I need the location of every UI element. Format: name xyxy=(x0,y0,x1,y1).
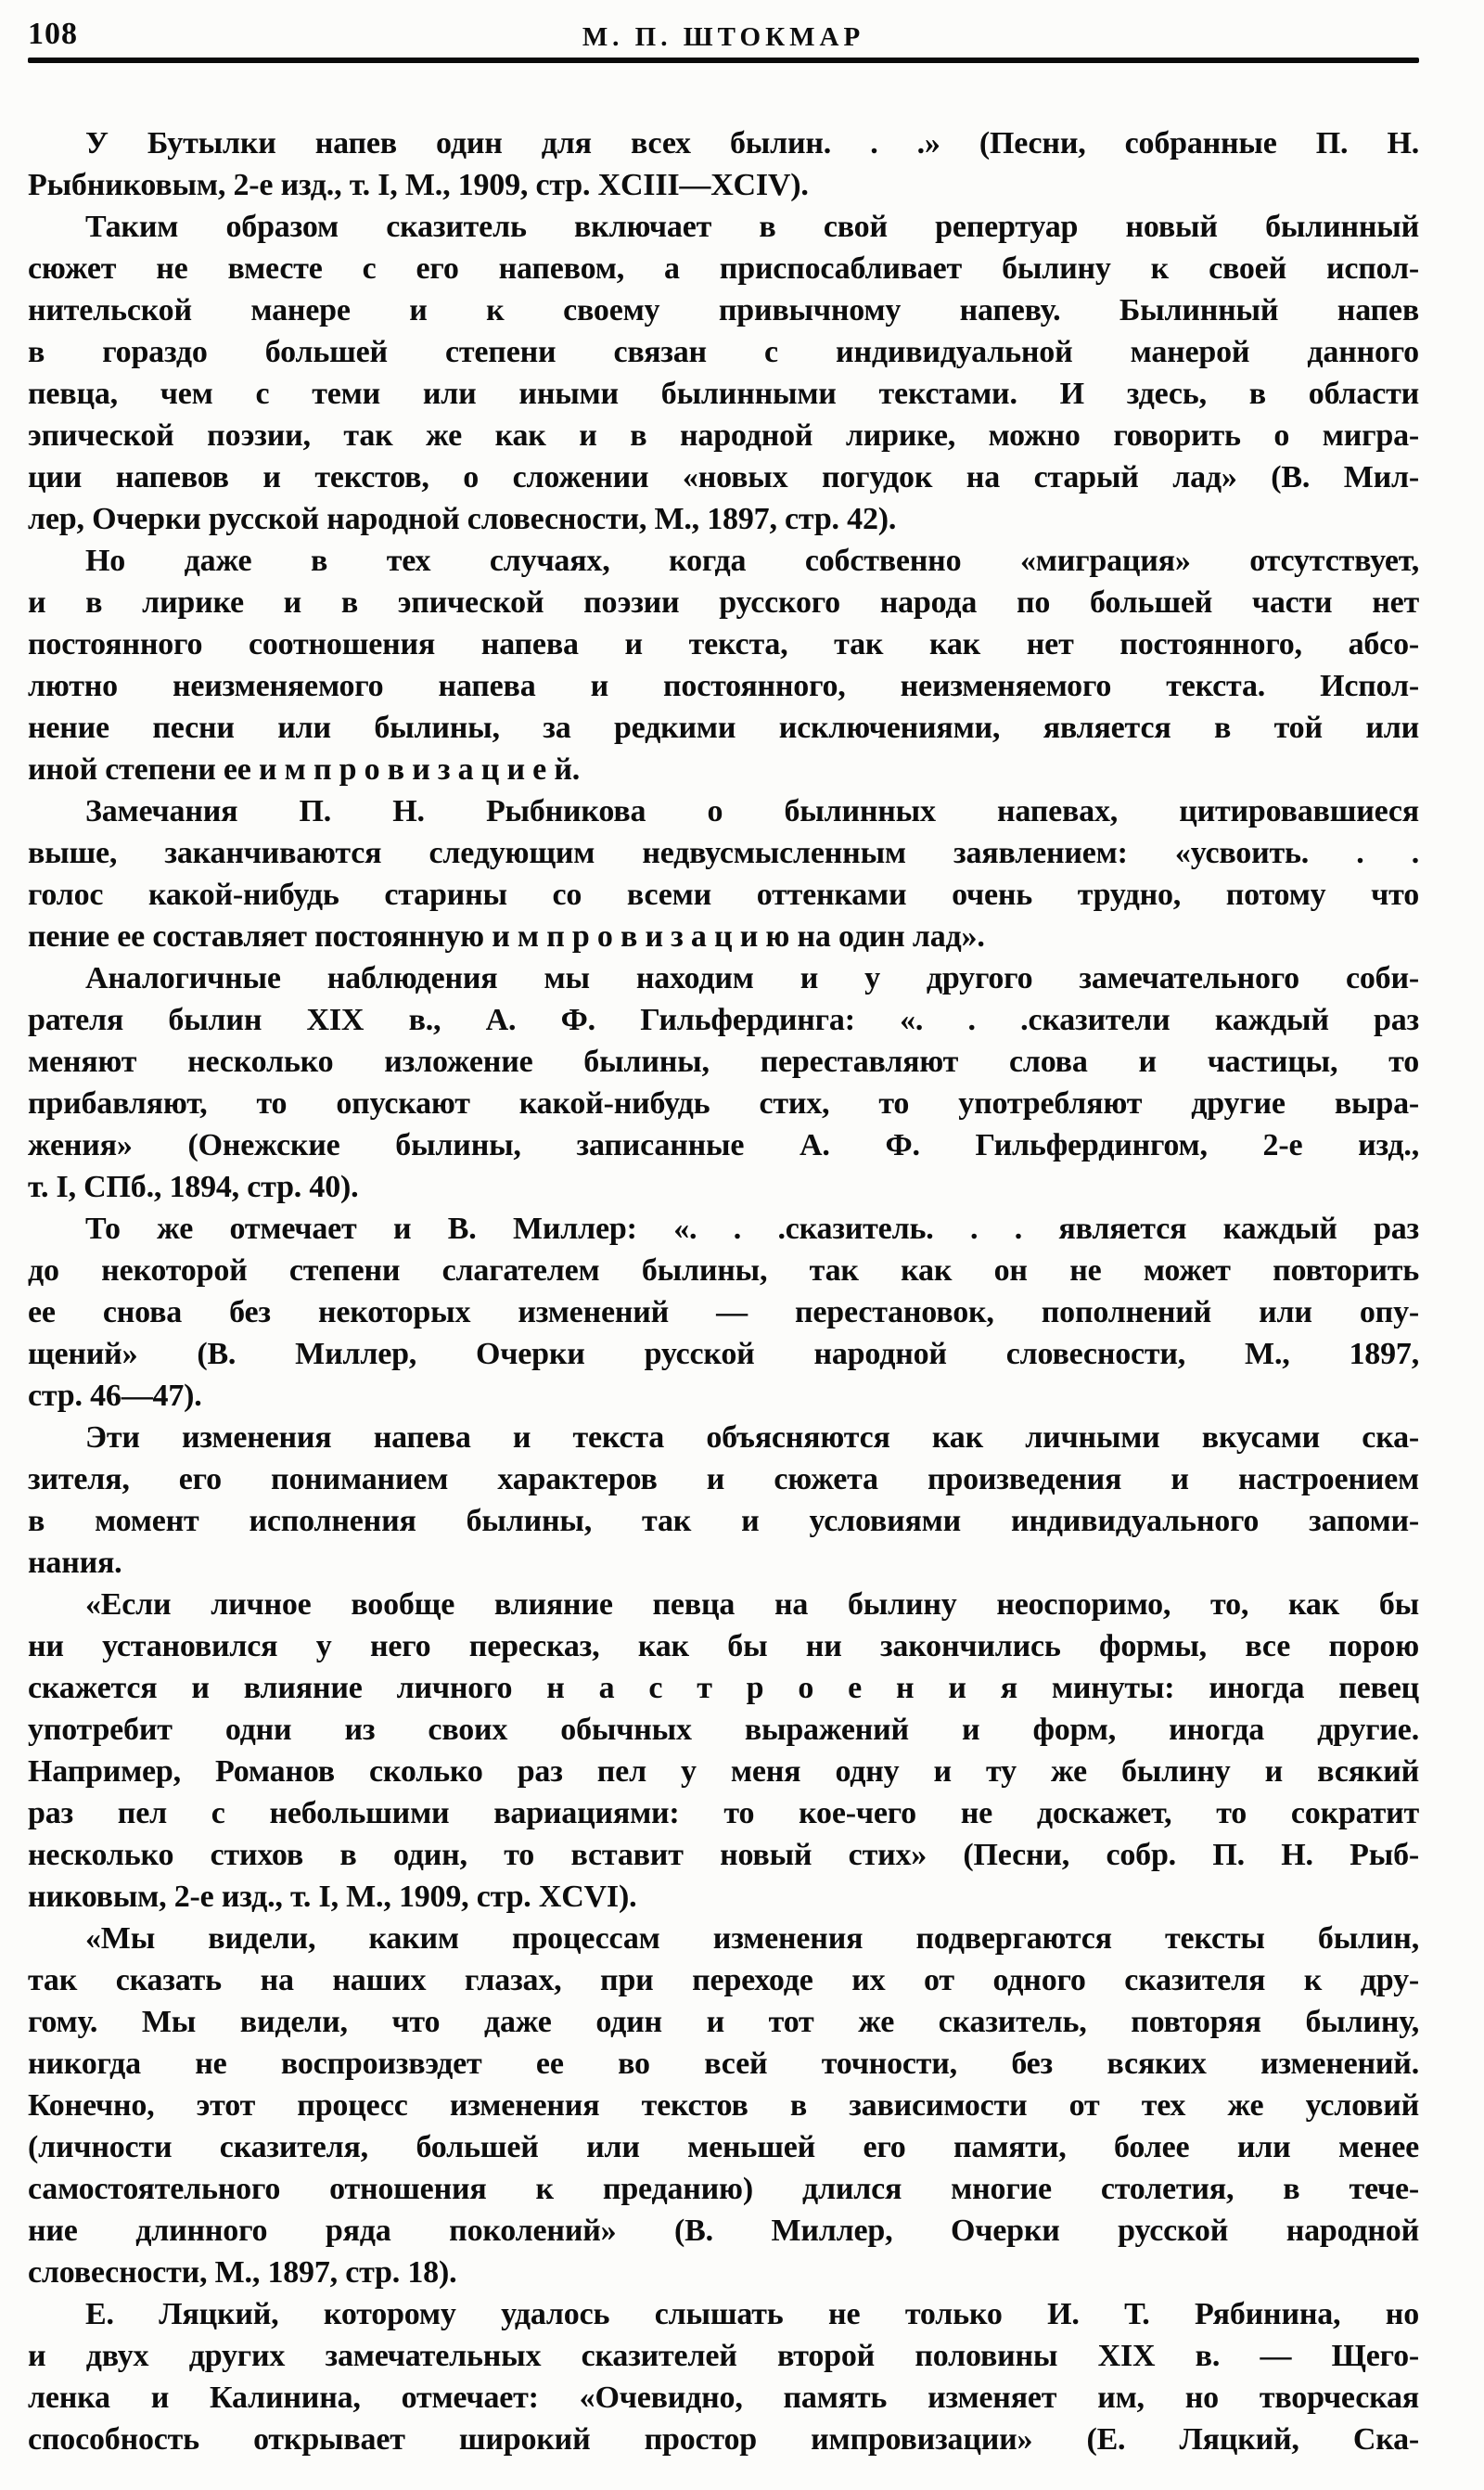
text-line: певца, чем с теми или иными былинными текстами. И здесь, в области xyxy=(28,377,1419,411)
paragraph xyxy=(28,790,1419,957)
text-line: Эти изменения напева и текста объясняются как личными вкусами ска- xyxy=(85,1420,1419,1455)
text-line: ние длинного ряда поколений» (В. Миллер, Очерки русской народной xyxy=(28,2214,1419,2248)
text-line: голос какой-нибудь старины со всеми оттенками очень трудно, потому что xyxy=(28,878,1419,912)
text-line: сюжет не вместе с его напевом, а приспосабливает былину к своей испол- xyxy=(28,251,1419,286)
paragraph xyxy=(28,1417,1419,1584)
header-rule xyxy=(28,58,1419,63)
paragraph xyxy=(28,957,1419,1208)
text-line: Конечно, этот процесс изменения текстов в зависимости от тех же условий xyxy=(28,2088,1419,2123)
text-line: пение ее составляет постоянную и м п р о в и з а ц и ю на один лад». xyxy=(28,919,985,954)
text-line: ни установился у него пересказ, как бы ни закончились формы, все порою xyxy=(28,1629,1419,1663)
text-line: эпической поэзии, так же как и в народной лирике, можно говорить о мигра- xyxy=(28,418,1419,453)
running-title: М. П. ШТОКМАР xyxy=(582,22,865,52)
text-line: нение песни или былины, за редкими исключениями, является в той или xyxy=(28,711,1419,745)
page-number: 108 xyxy=(28,17,78,51)
page-body xyxy=(28,122,1419,2460)
text-line: т. I, СПб., 1894, стр. 40). xyxy=(28,1170,359,1204)
text-line: Замечания П. Н. Рыбникова о былинных напевах, цитировавшиеся xyxy=(85,794,1419,828)
text-line: до некоторой степени слагателем былины, так как он не может повторить xyxy=(28,1253,1419,1288)
running-header xyxy=(28,17,1419,56)
paragraph xyxy=(28,1918,1419,2293)
text-line: нительской манере и к своему привычному напеву. Былинный напев xyxy=(28,293,1419,327)
text-line: меняют несколько изложение былины, переставляют слова и частицы, то xyxy=(28,1045,1419,1079)
paragraph xyxy=(28,1208,1419,1417)
text-line: лютно неизменяемого напева и постоянного, неизменяемого текста. Испол- xyxy=(28,669,1419,703)
text-line: Рыбниковым, 2-е изд., т. I, М., 1909, стр. XCIII—XCIV). xyxy=(28,168,809,202)
text-line: нания. xyxy=(28,1546,122,1580)
text-line: Таким образом сказитель включает в свой репертуар новый былинный xyxy=(85,210,1419,244)
text-line: словесности, М., 1897, стр. 18). xyxy=(28,2255,457,2290)
text-line: прибавляют, то опускают какой-нибудь стих, то употребляют другие выра- xyxy=(28,1086,1419,1121)
text-line: То же отмечает и В. Миллер: «. . .сказитель. . . является каждый раз xyxy=(85,1212,1419,1246)
text-line: ее снова без некоторых изменений — перестановок, пополнений или опу- xyxy=(28,1295,1419,1329)
text-line: употребит одни из своих обычных выражений и форм, иногда другие. xyxy=(28,1713,1419,1747)
text-line: Е. Ляцкий, которому удалось слышать не только И. Т. Рябинина, но xyxy=(85,2297,1419,2331)
text-line: зителя, его пониманием характеров и сюжета произведения и настроением xyxy=(28,1462,1419,1496)
text-line: никогда не воспроизвэдет ее во всей точности, без всяких изменений. xyxy=(28,2047,1419,2081)
text-line: и в лирике и в эпической поэзии русского народа по большей части нет xyxy=(28,585,1419,620)
text-line: У Бутылки напев один для всех былин. . .» (Песни, собранные П. Н. xyxy=(85,126,1419,160)
text-line: в момент исполнения былины, так и условиями индивидуального запоми- xyxy=(28,1504,1419,1538)
text-line: и двух других замечательных сказителей второй половины XIX в. — Щего- xyxy=(28,2339,1419,2373)
text-line: «Мы видели, каким процессам изменения подвергаются тексты былин, xyxy=(85,1921,1419,1956)
text-line: щений» (В. Миллер, Очерки русской народной словесности, М., 1897, xyxy=(28,1337,1419,1371)
text-line: выше, заканчиваются следующим недвусмысленным заявлением: «усвоить. . . xyxy=(28,836,1419,870)
text-line: способность открывает широкий простор импровизации» (Е. Ляцкий, Ска- xyxy=(28,2422,1419,2457)
text-line: самостоятельного отношения к преданию) длился многие столетия, в тече- xyxy=(28,2172,1419,2206)
text-line: ленка и Калинина, отмечает: «Очевидно, память изменяет им, но творческая xyxy=(28,2381,1419,2415)
text-line: раз пел с небольшими вариациями: то кое-чего не доскажет, то сократит xyxy=(28,1796,1419,1830)
text-line: «Если личное вообще влияние певца на былину неоспоримо, то, как бы xyxy=(85,1587,1419,1622)
text-line: Например, Романов сколько раз пел у меня одну и ту же былину и всякий xyxy=(28,1754,1419,1789)
paragraph xyxy=(28,540,1419,790)
text-line: иной степени ее и м п р о в и з а ц и е й. xyxy=(28,752,581,787)
paragraph xyxy=(28,1584,1419,1918)
paragraph xyxy=(28,122,1419,206)
text-line: гому. Мы видели, что даже один и тот же сказитель, повторяя былину, xyxy=(28,2005,1419,2039)
text-line: ции напевов и текстов, о сложении «новых погудок на старый лад» (В. Мил- xyxy=(28,460,1419,494)
text-line: (личности сказителя, большей или меньшей его памяти, более или менее xyxy=(28,2130,1419,2164)
text-line: лер, Очерки русской народной словесности, М., 1897, стр. 42). xyxy=(28,502,897,536)
text-line: так сказать на наших глазах, при переходе их от одного сказителя к дру- xyxy=(28,1963,1419,1997)
text-line: несколько стихов в один, то вставит новый стих» (Песни, собр. П. Н. Рыб- xyxy=(28,1838,1419,1872)
text-line: жения» (Онежские былины, записанные А. Ф. Гильфердингом, 2-е изд., xyxy=(28,1128,1419,1162)
text-line: рателя былин XIX в., А. Ф. Гильфердинга: «. . .сказители каждый раз xyxy=(28,1003,1419,1037)
text-line: никовым, 2-е изд., т. I, М., 1909, стр. XCVI). xyxy=(28,1880,637,1914)
text-line: Но даже в тех случаях, когда собственно «миграция» отсутствует, xyxy=(85,544,1419,578)
text-line: скажется и влияние личного н а с т р о е н и я минуты: иногда певец xyxy=(28,1671,1419,1705)
text-line: Аналогичные наблюдения мы находим и у другого замечательного соби- xyxy=(85,961,1419,995)
text-line: в гораздо большей степени связан с индивидуальной манерой данного xyxy=(28,335,1419,369)
paragraph xyxy=(28,2293,1419,2460)
text-line: стр. 46—47). xyxy=(28,1379,202,1413)
paragraph xyxy=(28,206,1419,540)
text-line: постоянного соотношения напева и текста, так как нет постоянного, абсо- xyxy=(28,627,1419,661)
